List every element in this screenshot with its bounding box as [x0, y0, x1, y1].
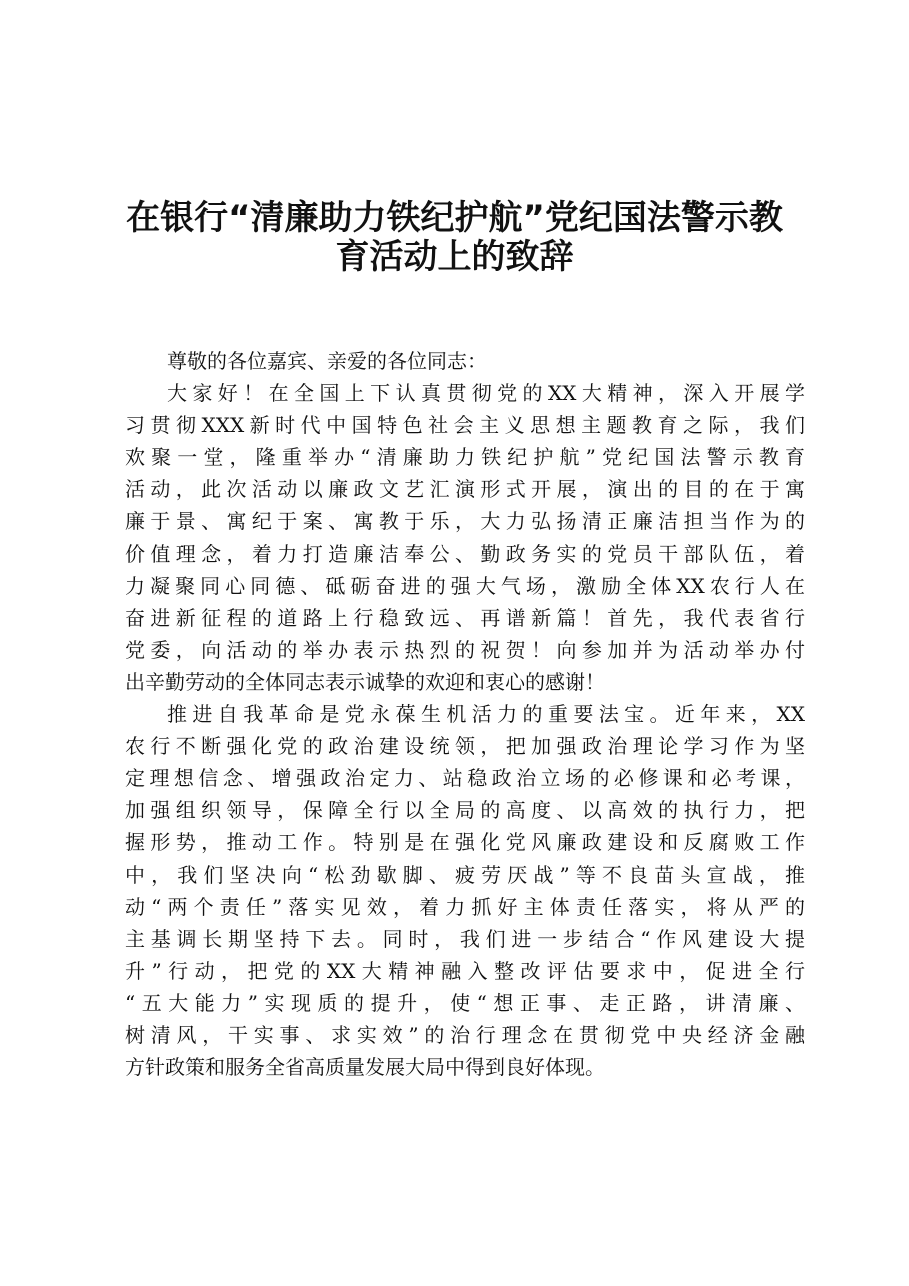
paragraph-1-line: 活动，此次活动以廉政文艺汇演形式开展，演出的目的在于寓	[125, 477, 805, 502]
paragraph-1-line: 力凝聚同心同德、砥砺奋进的强大气场，激励全体XX农行人在	[125, 573, 805, 598]
paragraph-2-line: 农行不断强化党的政治建设统领，把加强政治理论学习作为坚	[125, 734, 805, 759]
document-title-line-1: 在银行“清廉助力铁纪护航”党纪国法警示教	[126, 198, 783, 238]
paragraph-2-line: 树清风，干实事、求实效”的治行理念在贯彻党中央经济金融	[125, 1022, 805, 1047]
paragraph-1-line: 大家好！在全国上下认真贯彻党的XX大精神，深入开展学	[167, 381, 805, 406]
paragraph-1-line: 出辛勤劳动的全体同志表示诚挚的欢迎和衷心的感谢！	[125, 669, 605, 694]
paragraph-2-line: 定理想信念、增强政治定力、站稳政治立场的必修课和必考课，	[125, 766, 805, 791]
paragraph-2-line: 推进自我革命是党永葆生机活力的重要法宝。近年来，XX	[167, 702, 805, 727]
paragraph-2-line: 动“两个责任”落实见效，着力抓好主体责任落实，将从严的	[125, 894, 805, 919]
document-title-line-2: 育活动上的致辞	[335, 237, 574, 277]
paragraph-2-line: “五大能力”实现质的提升，使“想正事、走正路，讲清廉、	[125, 990, 805, 1015]
paragraph-2-line: 升”行动，把党的XX大精神融入整改评估要求中，促进全行	[125, 958, 805, 983]
paragraph-2-line: 方针政策和服务全省高质量发展大局中得到良好体现。	[125, 1055, 605, 1080]
paragraph-1-line: 价值理念，着力打造廉洁奉公、勤政务实的党员干部队伍，着	[125, 541, 805, 566]
paragraph-2-line: 主基调长期坚持下去。同时，我们进一步结合“作风建设大提	[125, 926, 805, 951]
paragraph-1-line: 习贯彻XXX新时代中国特色社会主义思想主题教育之际，我们	[125, 413, 805, 438]
paragraph-1-line: 奋进新征程的道路上行稳致远、再谱新篇！首先，我代表省行	[125, 605, 805, 630]
paragraph-2-line: 中，我们坚决向“松劲歇脚、疲劳厌战”等不良苗头宣战，推	[125, 862, 805, 887]
paragraph-2-line: 握形势，推动工作。特别是在强化党风廉政建设和反腐败工作	[125, 830, 805, 855]
paragraph-1-line: 党委，向活动的举办表示热烈的祝贺！向参加并为活动举办付	[125, 637, 805, 662]
paragraph-1-line: 欢聚一堂，隆重举办“清廉助力铁纪护航”党纪国法警示教育	[125, 445, 805, 470]
document-body	[125, 345, 805, 1083]
paragraph-2-line: 加强组织领导，保障全行以全局的高度、以高效的执行力，把	[125, 798, 805, 823]
greeting-line: 尊敬的各位嘉宾、亲爱的各位同志：	[167, 349, 487, 373]
paragraph-1-line: 廉于景、寓纪于案、寓教于乐，大力弘扬清正廉洁担当作为的	[125, 509, 805, 534]
